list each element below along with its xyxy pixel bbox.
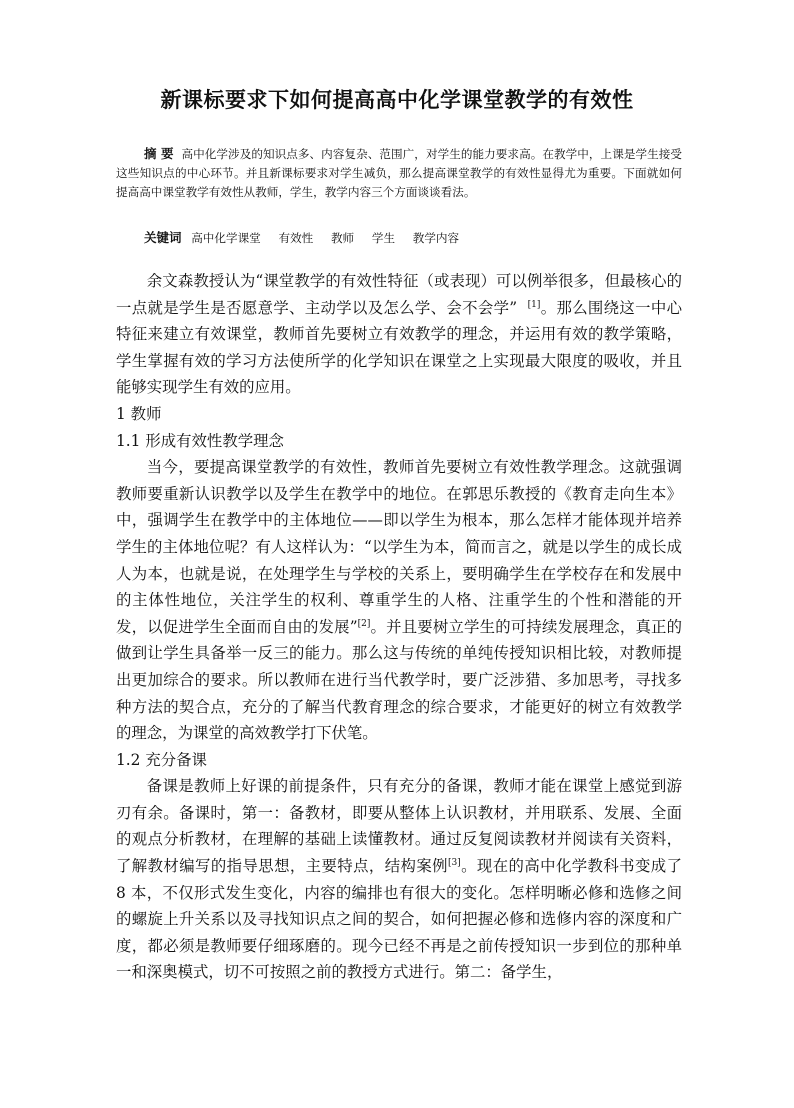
keyword-item: 有效性 xyxy=(278,231,314,245)
keywords xyxy=(144,228,704,248)
keyword-item: 教学内容 xyxy=(412,231,460,245)
paper-title: 新课标要求下如何提高高中化学课堂教学的有效性 xyxy=(160,88,634,112)
paragraph-text: 余文森教授认为“课堂教学的有效性特征（或表现）可以例举很多，但最核心的一点就是学生是否愿意学、主动学以及怎么学、会不会学” xyxy=(116,272,682,317)
body-text xyxy=(116,268,682,986)
abstract xyxy=(116,144,682,202)
paragraph-text: 。并且要树立学生的可持续发展理念，真正的做到让学生具备举一反三的能力。那么这与传统的单纯传授知识相比较，对教师提出更加综合的要求。所以教师在进行当代教学时，要广泛涉猎、多加思考，寻找多种方法的契合点，充分的了解当代教育理念的综合要求，才能更好的树立有效教学的理念，为课堂的高效教学打下伏笔。 xyxy=(116,617,682,743)
section-1-2-paragraph xyxy=(116,773,682,986)
paragraph-text: 。那么围绕这一中心特征来建立有效课堂，教师首先要树立有效教学的理念，并运用有效的教学策略，学生掌握有效的学习方法使所学的化学知识在课堂之上实现最大限度的吸收，并且能够实现学生有效的应用。 xyxy=(116,298,682,397)
citation-ref: [3] xyxy=(447,858,461,869)
citation-ref: [2] xyxy=(357,618,371,629)
paragraph-text: 当今，要提高课堂教学的有效性，教师首先要树立有效性教学理念。这就强调教师要重新认识教学以及学生在教学中的地位。在郭思乐教授的《教育走向生本》中，强调学生在教学中的主体地位——即以学生为根本，那么怎样才能体现并培养学生的主体地位呢？有人这样认为：“以学生为本，简而言之，就是以学生的成长成人为本，也就是说，在处理学生与学校的关系上，要明确学生在学校存在和发展中的主体性地位，关注学生的权利、尊重学生的人格、注重学生的个性和潜能的开发，以促进学生全面而自由的发展” xyxy=(116,458,682,636)
paragraph-text: 。现在的高中化学教科书变成了 8 本，不仅形式发生变化，内容的编排也有很大的变化。怎样明晰必修和选修之间的螺旋上升关系以及寻找知识点之间的契合，如何把握必修和选修内容的深度和广度，都必须是教师要仔细琢磨的。现今已经不再是之前传授知识一步到位的那种单一和深奥模式，切不可按照之前的教授方式进行。第二：备学生， xyxy=(116,857,682,982)
keyword-item: 教师 xyxy=(330,231,355,245)
keywords-label: 关键词 xyxy=(144,230,182,245)
abstract-label: 摘 要 xyxy=(144,146,174,161)
keyword-item: 高中化学课堂 xyxy=(191,231,261,245)
subsection-heading: 1.1 形成有效性教学理念 xyxy=(116,431,284,450)
section-1-1-paragraph xyxy=(116,454,682,747)
intro-paragraph xyxy=(116,268,682,401)
section-heading: 1 教师 xyxy=(116,404,162,423)
paragraph-text: 备课是教师上好课的前提条件，只有充分的备课，教师才能在课堂上感觉到游刃有余。备课时，第一：备教材，即要从整体上认识教材，并用联系、发展、全面的观点分析教材，在理解的基础上读懂教材。通过反复阅读教材并阅读有关资料，了解教材编写的指导思想，主要特点，结构案例 xyxy=(116,777,682,876)
subsection-heading: 1.2 充分备课 xyxy=(116,750,207,769)
citation-ref: [1] xyxy=(527,299,541,310)
abstract-text: 高中化学涉及的知识点多、内容复杂、范围广，对学生的能力要求高。在教学中，上课是学生接受这些知识点的中心环节。并且新课标要求对学生减负，那么提高课堂教学的有效性显得尤为重要。下面就如何提高高中课堂教学有效性从教师，学生，教学内容三个方面谈谈看法。 xyxy=(116,147,682,199)
keyword-item: 学生 xyxy=(371,231,396,245)
